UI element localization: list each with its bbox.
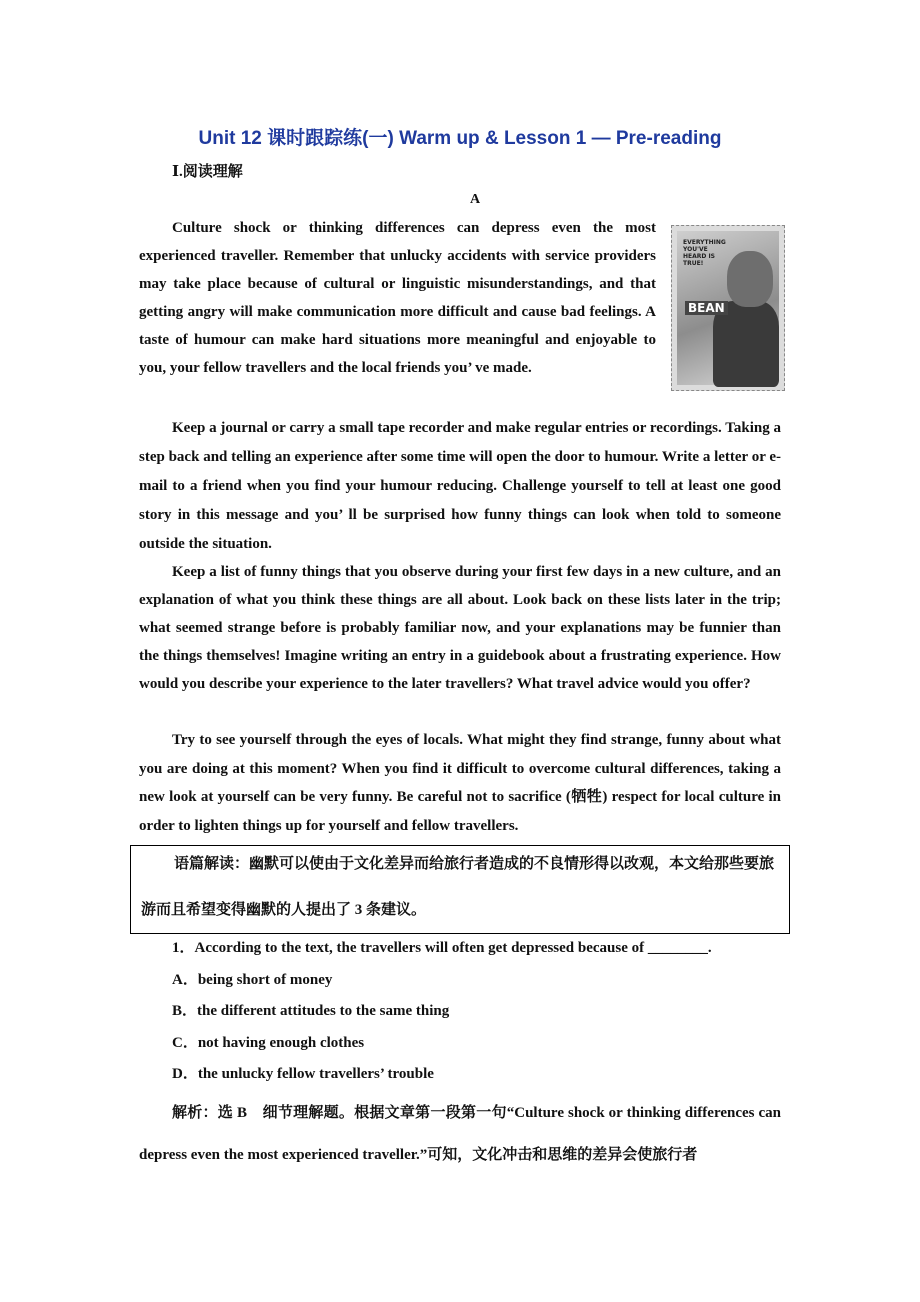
page-title: Unit 12 课时跟踪练(一) Warm up & Lesson 1 — Pre-reading [198, 128, 722, 149]
paragraph-4: Try to see yourself through the eyes of locals. What might they find strange, funny about what you are doing at this moment? When you find it difficult to overcome cultural differences, taking a new look at yourself can be very funny. Be careful not to sacrifice (牺牲) respect for local culture in order to lighten things up for yourself and fellow travellers. [139, 732, 781, 834]
paragraph-1: Culture shock or thinking differences can depress even the most experienced traveller. Remember that unlucky accidents with service providers may take place because of cultural or linguistic misunderstandings, and that getting angry will make communication more difficult and cause bad feelings. A taste of humour can make hard situations more meaningful and enjoyable to you, your fellow travellers and the local friends you’ ve made. [139, 220, 656, 376]
option-b: B．the different attitudes to the same thing [172, 1003, 450, 1019]
movie-poster-image [671, 225, 785, 391]
option-a: A．being short of money [172, 972, 333, 988]
option-c: C．not having enough clothes [172, 1035, 365, 1051]
question-stem: 1．According to the text, the travellers will often get depressed because of ________. [172, 940, 712, 956]
passage-letter: A [470, 192, 481, 207]
paragraph-2: Keep a journal or carry a small tape recorder and make regular entries or recordings. Taking a step back and telling an experience after some time will open the door to humour. Write a letter or e-mail to a friend when you find your humour reducing. Challenge yourself to tell at least one good story in this message and you’ ll be surprised how funny things can look when told to someone outside the situation. [139, 420, 781, 552]
paragraph-3: Keep a list of funny things that you observe during your first few days in a new culture, and an explanation of what you think these things are all about. Look back on these lists later in the trip; what seemed strange before is probably familiar now, and your explanations may be funnier than the things themselves! Imagine writing an entry in a guidebook about a frustrating experience. How would you describe your experience to the later travellers? What travel advice would you offer? [139, 564, 781, 692]
answer-explanation: 解析：选 B 细节理解题。根据文章第一段第一句“Culture shock or thinking differences can depress even the most experienced traveller.”可知，文化冲击和思维的差异会使旅行者 [139, 1105, 781, 1163]
summary-text: 语篇解读：幽默可以使由于文化差异而给旅行者造成的不良情形得以改观，本文给那些要旅游而且希望变得幽默的人提出了 3 条建议。 [141, 856, 775, 918]
summary-box [130, 845, 790, 934]
option-d: D．the unlucky fellow travellers’ trouble [172, 1066, 434, 1082]
poster-face [727, 251, 773, 307]
poster-tagline: EVERYTHING YOU'VE HEARD IS TRUE! [683, 239, 726, 267]
poster-name: BEAN [685, 301, 728, 315]
section-heading: Ⅰ.阅读理解 [172, 164, 243, 180]
